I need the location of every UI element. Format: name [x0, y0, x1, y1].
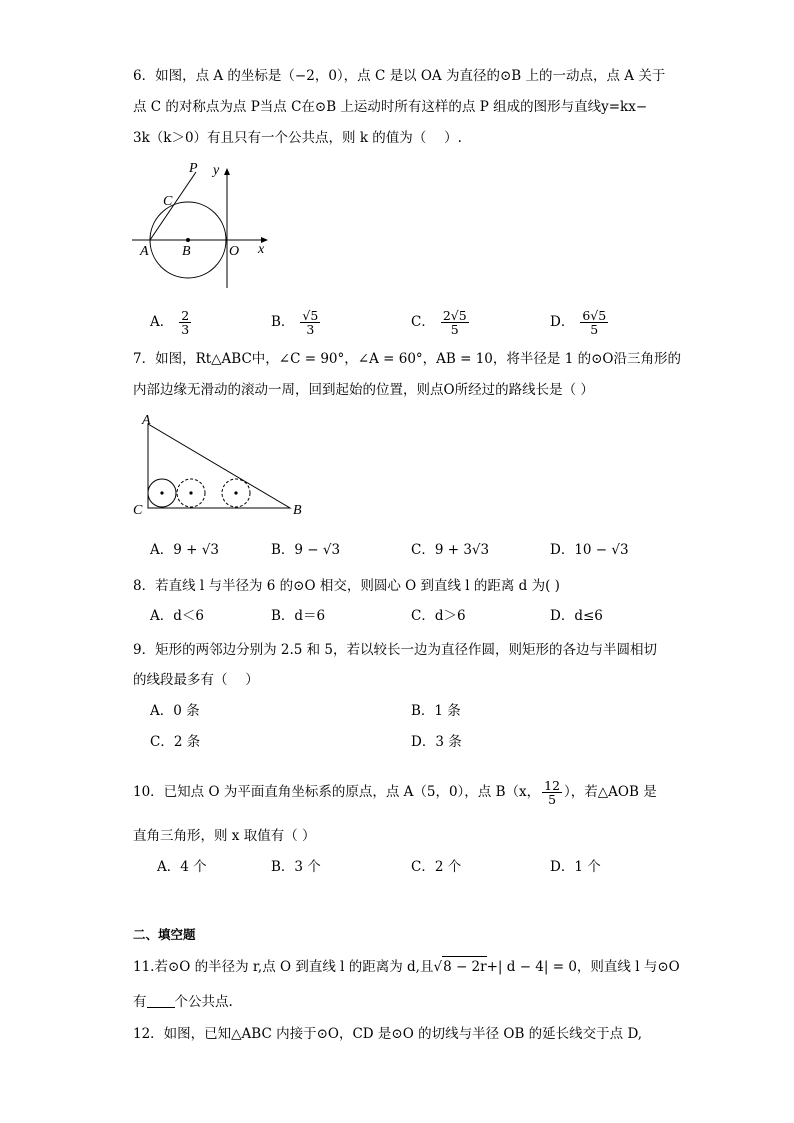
q8-option-b[interactable]: B．d＝6	[271, 608, 326, 624]
q6-label-A: A	[140, 244, 149, 259]
q6-option-c[interactable]: C． $\frac{2√5}{5}$	[411, 308, 467, 337]
q9-option-b[interactable]: B．1 条	[411, 703, 461, 719]
q6-option-b[interactable]: B． $\frac{√5}{3}$	[271, 308, 319, 337]
q9-line2: 的线段最多有（ ）	[133, 672, 259, 688]
q10-line1: 10．已知点 O 为平面直角坐标系的原点，点 A（5，0），点 B（x， $\frac{12}{5}$ ），若△AOB 是	[133, 778, 657, 807]
section-title: 二、填空题	[133, 927, 196, 942]
q10-option-b[interactable]: B．3 个	[271, 859, 321, 875]
q7-label-A: A	[142, 413, 151, 428]
q7-line1: 7．如图，Rt△ABC中，∠C = 90°，∠A = 60°，AB = 10，将半径是 1 的⊙O沿三角形的	[133, 351, 681, 367]
q12-line1: 12．如图，已知△ABC 内接于⊙O，CD 是⊙O 的切线与半径 OB 的延长线交于点 D,	[133, 1026, 643, 1042]
q8-option-d[interactable]: D．d≤6	[550, 608, 603, 624]
q9-option-d[interactable]: D．3 条	[411, 734, 462, 750]
q7-option-c[interactable]: C．9 + 3√3	[411, 542, 490, 558]
q7-option-d[interactable]: D．10 − √3	[550, 542, 629, 558]
q7-label-B: B	[293, 503, 302, 518]
q9-option-c[interactable]: C．2 条	[150, 734, 201, 750]
q9-line1: 9．矩形的两邻边分别为 2.5 和 5，若以较长一边为直径作圆，则矩形的各边与半圆相切	[133, 642, 658, 658]
q8-option-a[interactable]: A．d＜6	[150, 608, 204, 624]
q6-option-a[interactable]: A． $\frac{2}{3}$	[150, 308, 190, 337]
q6-figure	[130, 158, 275, 293]
q10-option-a[interactable]: A．4 个	[157, 859, 207, 875]
q7-line2: 内部边缘无滑动的滚动一周，回到起始的位置，则点O所经过的路线长是（ ）	[133, 382, 594, 398]
q7-option-b[interactable]: B．9 − √3	[271, 542, 341, 558]
q8-line1: 8．若直线 l 与半径为 6 的⊙O 相交，则圆心 O 到直线 l 的距离 d 为( )	[133, 578, 560, 594]
q10-option-d[interactable]: D．1 个	[550, 859, 601, 875]
q11-answer-blank[interactable]	[147, 993, 175, 1008]
q6-label-O: O	[229, 244, 240, 259]
q6-line2: 点 C 的对称点为点 P当点 C在⊙B 上运动时所有这样的点 P 组成的图形与直线y=kx−	[133, 99, 648, 115]
q6-line1: 6．如图，点 A 的坐标是（−2，0），点 C 是以 OA 为直径的⊙B 上的一动点，点 A 关于	[133, 68, 666, 84]
q6-label-B: B	[182, 244, 191, 259]
q6-line3: 3k（k＞0）有且只有一个公共点，则 k 的值为（ ）.	[133, 130, 462, 146]
q8-option-c[interactable]: C．d＞6	[411, 608, 466, 624]
q7-figure	[130, 410, 310, 522]
q6-label-x: x	[258, 242, 265, 257]
q6-label-C: C	[163, 194, 173, 209]
q6-option-d[interactable]: D． $\frac{6√5}{5}$	[550, 308, 607, 337]
q11-line1: 11.若⊙O 的半径为 r,点 O 到直线 l 的距离为 d,且√8 − 2r+| d − 4| = 0，则直线 l 与⊙O	[133, 956, 680, 977]
q10-option-c[interactable]: C．2 个	[411, 859, 462, 875]
q10-line2: 直角三角形，则 x 取值有（ ）	[133, 828, 316, 844]
q6-label-P: P	[189, 161, 198, 176]
q7-option-a[interactable]: A．9 + √3	[150, 542, 219, 558]
q11-line2: 有 个公共点.	[133, 994, 233, 1010]
q7-label-C: C	[133, 503, 143, 518]
q6-label-y: y	[213, 163, 220, 178]
q9-option-a[interactable]: A．0 条	[150, 703, 200, 719]
